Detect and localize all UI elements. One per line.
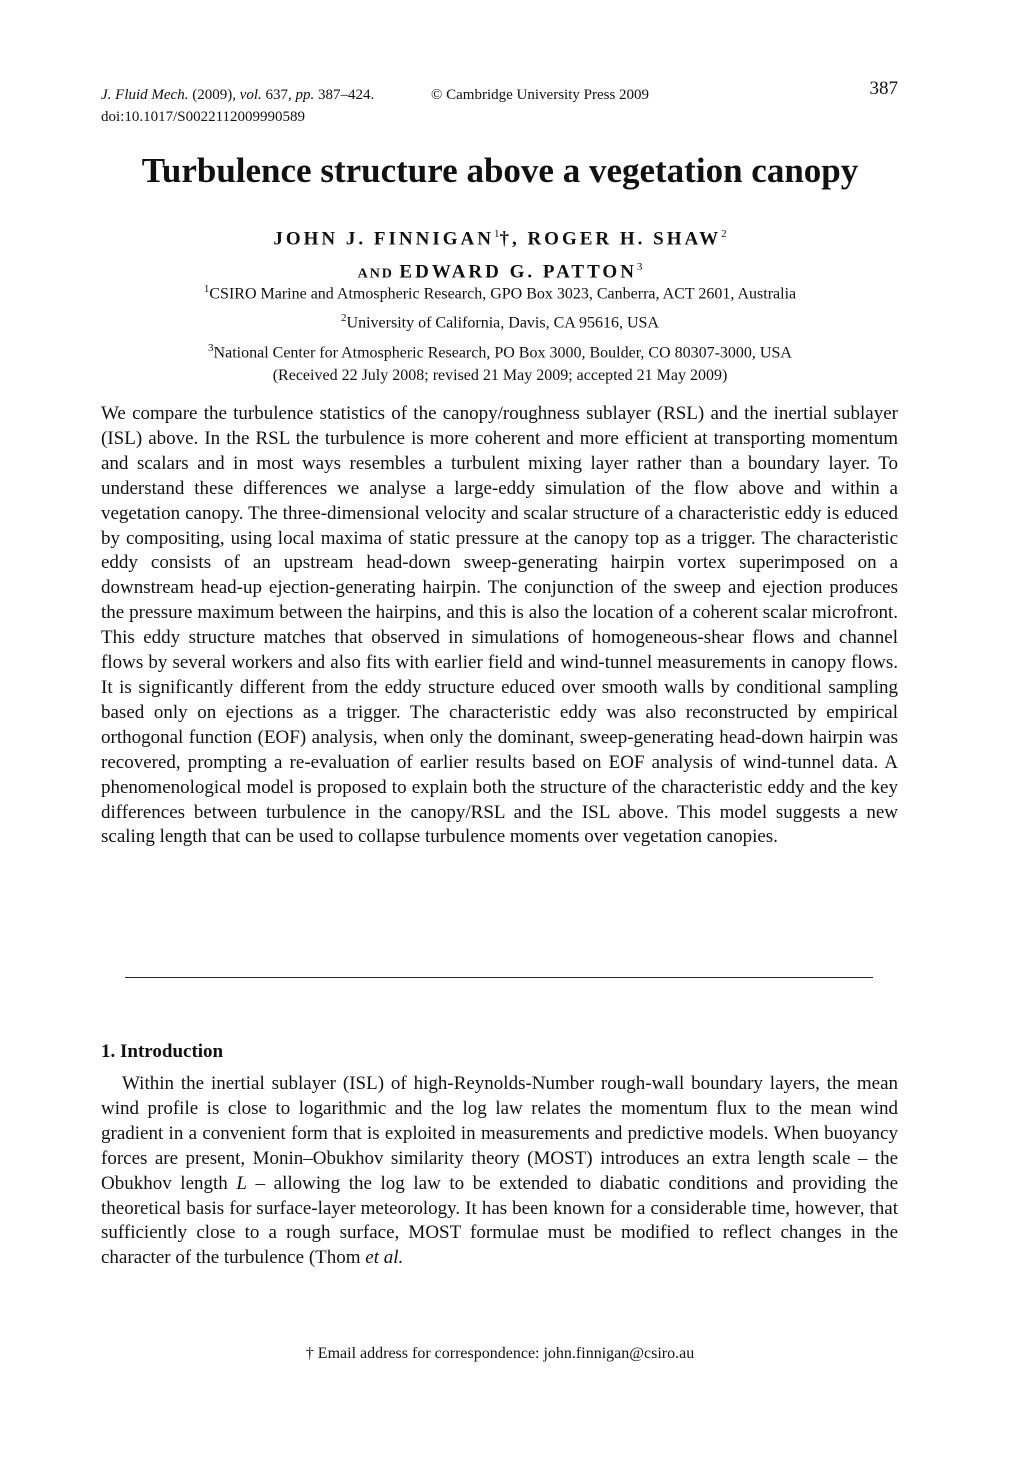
obukhov-symbol: L bbox=[236, 1172, 247, 1194]
journal-year: (2009), bbox=[192, 87, 236, 103]
author-shaw: ROGER H. SHAW bbox=[527, 228, 722, 250]
affiliation-3 bbox=[0, 336, 1000, 365]
journal-name: J. Fluid Mech. bbox=[101, 87, 189, 103]
author-conjunction: AND bbox=[357, 266, 400, 282]
affiliation-3-marker: 3 bbox=[208, 341, 214, 354]
author-finnigan-affil: 1 bbox=[493, 228, 500, 240]
affiliation-1 bbox=[0, 277, 1000, 306]
affiliation-2-marker: 2 bbox=[341, 312, 347, 325]
page-number: 387 bbox=[869, 78, 898, 99]
introduction-paragraph bbox=[101, 1072, 898, 1271]
section-heading: 1. Introduction bbox=[101, 1041, 224, 1062]
intro-text-1: Within the inertial sublayer (ISL) of high-Reynolds-Number rough-wall boundary layers, the mean wind profile is close to logarithmic and the log law relates the momentum flux to the mean wind gradient in a convenient form that is exploited in measurements and predictive models. When buoyancy forces are present, Monin–Obukhov similarity theory (MOST) introduces an extra length scale – the Obukhov length bbox=[101, 1073, 898, 1194]
copyright-notice: © Cambridge University Press 2009 bbox=[431, 87, 650, 103]
affiliations bbox=[0, 277, 1000, 365]
volume-number: 637, bbox=[265, 87, 292, 103]
paper-title: Turbulence structure above a vegetation canopy bbox=[141, 151, 859, 190]
correspondence-footnote: † Email address for correspondence: john.finnigan@csiro.au bbox=[305, 1345, 695, 1362]
affiliation-2 bbox=[0, 306, 1000, 335]
author-finnigan: JOHN J. FINNIGAN bbox=[273, 228, 494, 250]
abstract-divider bbox=[125, 977, 873, 978]
author-patton: EDWARD G. PATTON bbox=[399, 261, 637, 283]
author-patton-affil: 3 bbox=[636, 261, 643, 274]
affiliation-3-text: National Center for Atmospheric Research, PO Box 3000, Boulder, CO 80307-3000, USA bbox=[213, 343, 792, 361]
author-line-1 bbox=[0, 220, 1000, 253]
received-dates: (Received 22 July 2008; revised 21 May 2009; accepted 21 May 2009) bbox=[272, 367, 728, 384]
affiliation-1-text: CSIRO Marine and Atmospheric Research, GPO Box 3023, Canberra, ACT 2601, Australia bbox=[209, 285, 797, 303]
citation-etal: et al. bbox=[365, 1247, 404, 1269]
intro-text-2: – allowing the log law to be extended to diabatic conditions and providing the theoretical basis for surface-layer meteorology. It has been known for a considerable time, however, that sufficiently close to a rough surface, MOST formulae must be modified to reflect changes in the character of the turbulence (Thom bbox=[101, 1172, 898, 1269]
affiliation-1-marker: 1 bbox=[203, 283, 210, 295]
correspondence-mark: †, bbox=[499, 228, 528, 250]
doi: doi:10.1017/S0022112009990589 bbox=[101, 109, 306, 125]
citation-line bbox=[101, 84, 898, 106]
affiliation-2-text: University of California, Davis, CA 95616, USA bbox=[346, 314, 659, 332]
page-range: 387–424. bbox=[318, 87, 375, 103]
author-shaw-affil: 2 bbox=[721, 228, 727, 240]
pages-label: pp. bbox=[295, 87, 315, 103]
journal-header bbox=[101, 78, 898, 128]
volume-label: vol. bbox=[239, 87, 262, 103]
abstract: We compare the turbulence statistics of the canopy/roughness sublayer (RSL) and the inertial sublayer (ISL) above. In the RSL the turbulence is more coherent and more efficient at transporting momentum and scalars and in most ways resembles a turbulent mixing layer rather than a boundary layer. To understand these differences we analyse a large-eddy simulation of the flow above and within a vegetation canopy. The three-dimensional velocity and scalar structure of a characteristic eddy is educed by compositing, using local maxima of static pressure at the canopy top as a trigger. The characteristic eddy consists of an upstream head-down sweep-generating hairpin vortex superimposed on a downstream head-up ejection-generating hairpin. The conjunction of the sweep and ejection produces the pressure maximum between the hairpins, and this is also the location of a coherent scalar microfront. This eddy structure matches that observed in simulations of homogeneous-shear flows and channel flows by several workers and also fits with earlier field and wind-tunnel measurements in canopy flows. It is significantly different from the eddy structure educed over smooth walls by conditional sampling based only on ejections as a trigger. The characteristic eddy was also reconstructed by empirical orthogonal function (EOF) analysis, when only the dominant, sweep-generating head-down hairpin was recovered, prompting a re-evaluation of earlier results based on EOF analysis of wind-tunnel data. A phenomenological model is proposed to explain both the structure of the characteristic eddy and the key differences between turbulence in the canopy/RSL and the ISL above. This model suggests a new scaling length that can be used to collapse turbulence moments over vegetation canopies. bbox=[101, 403, 898, 848]
